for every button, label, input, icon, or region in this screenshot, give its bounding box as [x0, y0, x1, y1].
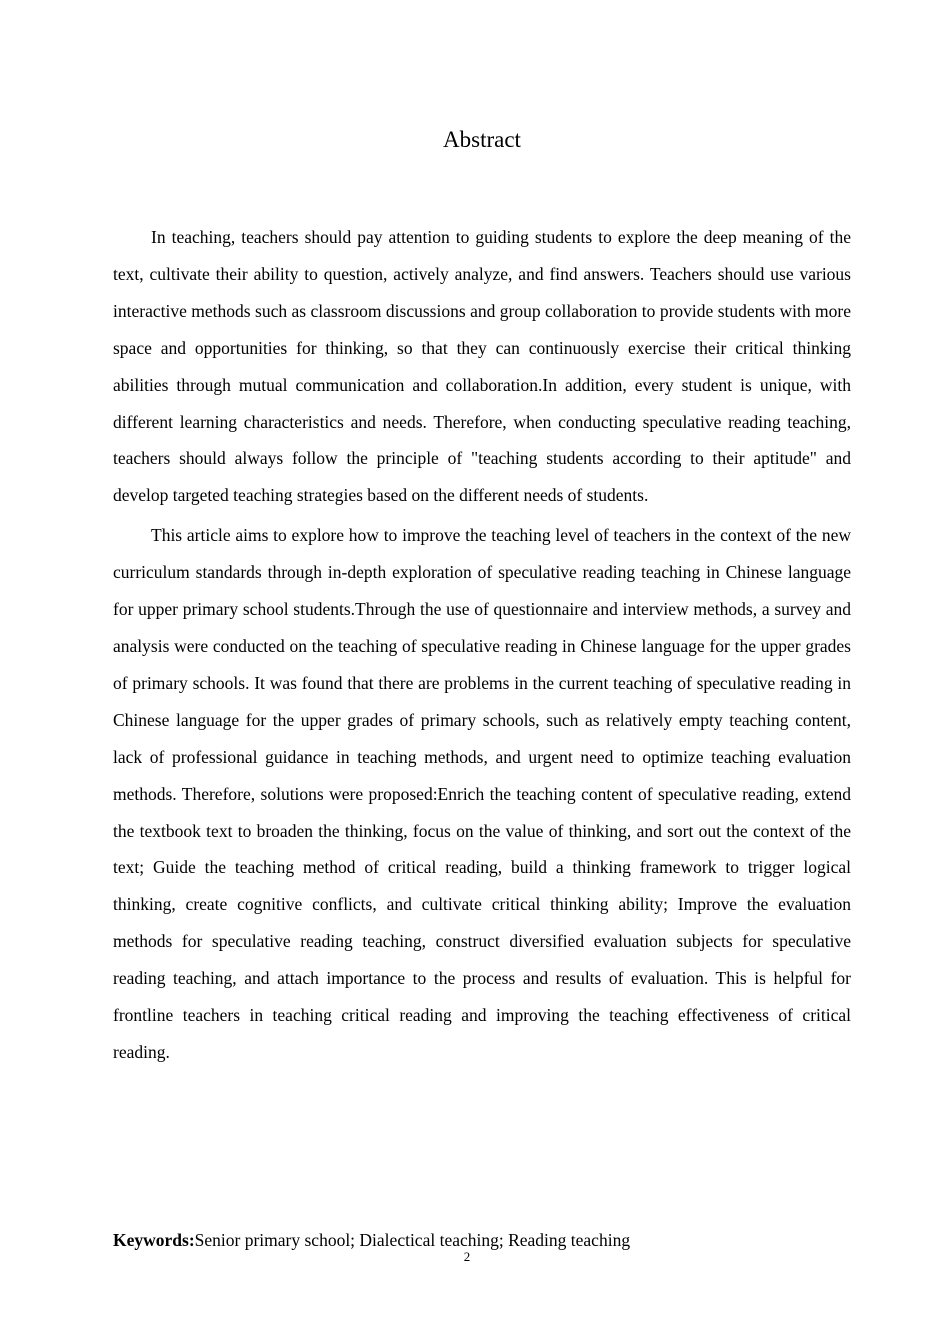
abstract-title: Abstract [443, 127, 521, 152]
keywords-label: Keywords: [113, 1230, 195, 1250]
abstract-paragraph-2: This article aims to explore how to improve the teaching level of teachers in the context of the new curriculum standards through in-depth exploration of speculative reading teaching in Chinese language for upper primary school students.Through the use of questionnaire and interview methods, a survey and analysis were conducted on the teaching of speculative reading in Chinese language for the upper grades of primary schools. It was found that there are problems in the current teaching of speculative reading in Chinese language for the upper grades of primary schools, such as relatively empty teaching content, lack of professional guidance in teaching methods, and urgent need to optimize teaching evaluation methods. Therefore, solutions were proposed:Enrich the teaching content of speculative reading, extend the textbook text to broaden the thinking, focus on the value of thinking, and sort out the context of the text; Guide the teaching method of critical reading, build a thinking framework to trigger logical thinking, create cognitive conflicts, and cultivate critical thinking ability; Improve the evaluation methods for speculative reading teaching, construct diversified evaluation subjects for speculative reading teaching, and attach importance to the process and results of evaluation. This is helpful for frontline teachers in teaching critical reading and improving the teaching effectiveness of critical reading. [113, 525, 851, 1062]
abstract-body [113, 219, 851, 1071]
abstract-paragraph-1: In teaching, teachers should pay attention to guiding students to explore the deep meaning of the text, cultivate their ability to question, actively analyze, and find answers. Teachers should use various interactive methods such as classroom discussions and group collaboration to provide students with more space and opportunities for thinking, so that they can continuously exercise their critical thinking abilities through mutual communication and collaboration.In addition, every student is unique, with different learning characteristics and needs. Therefore, when conducting speculative reading teaching, teachers should always follow the principle of "teaching students according to their aptitude" and develop targeted teaching strategies based on the different needs of students. [113, 227, 851, 506]
keywords-text: Senior primary school; Dialectical teaching; Reading teaching [194, 1230, 631, 1250]
page-number: 2 [463, 1249, 471, 1264]
